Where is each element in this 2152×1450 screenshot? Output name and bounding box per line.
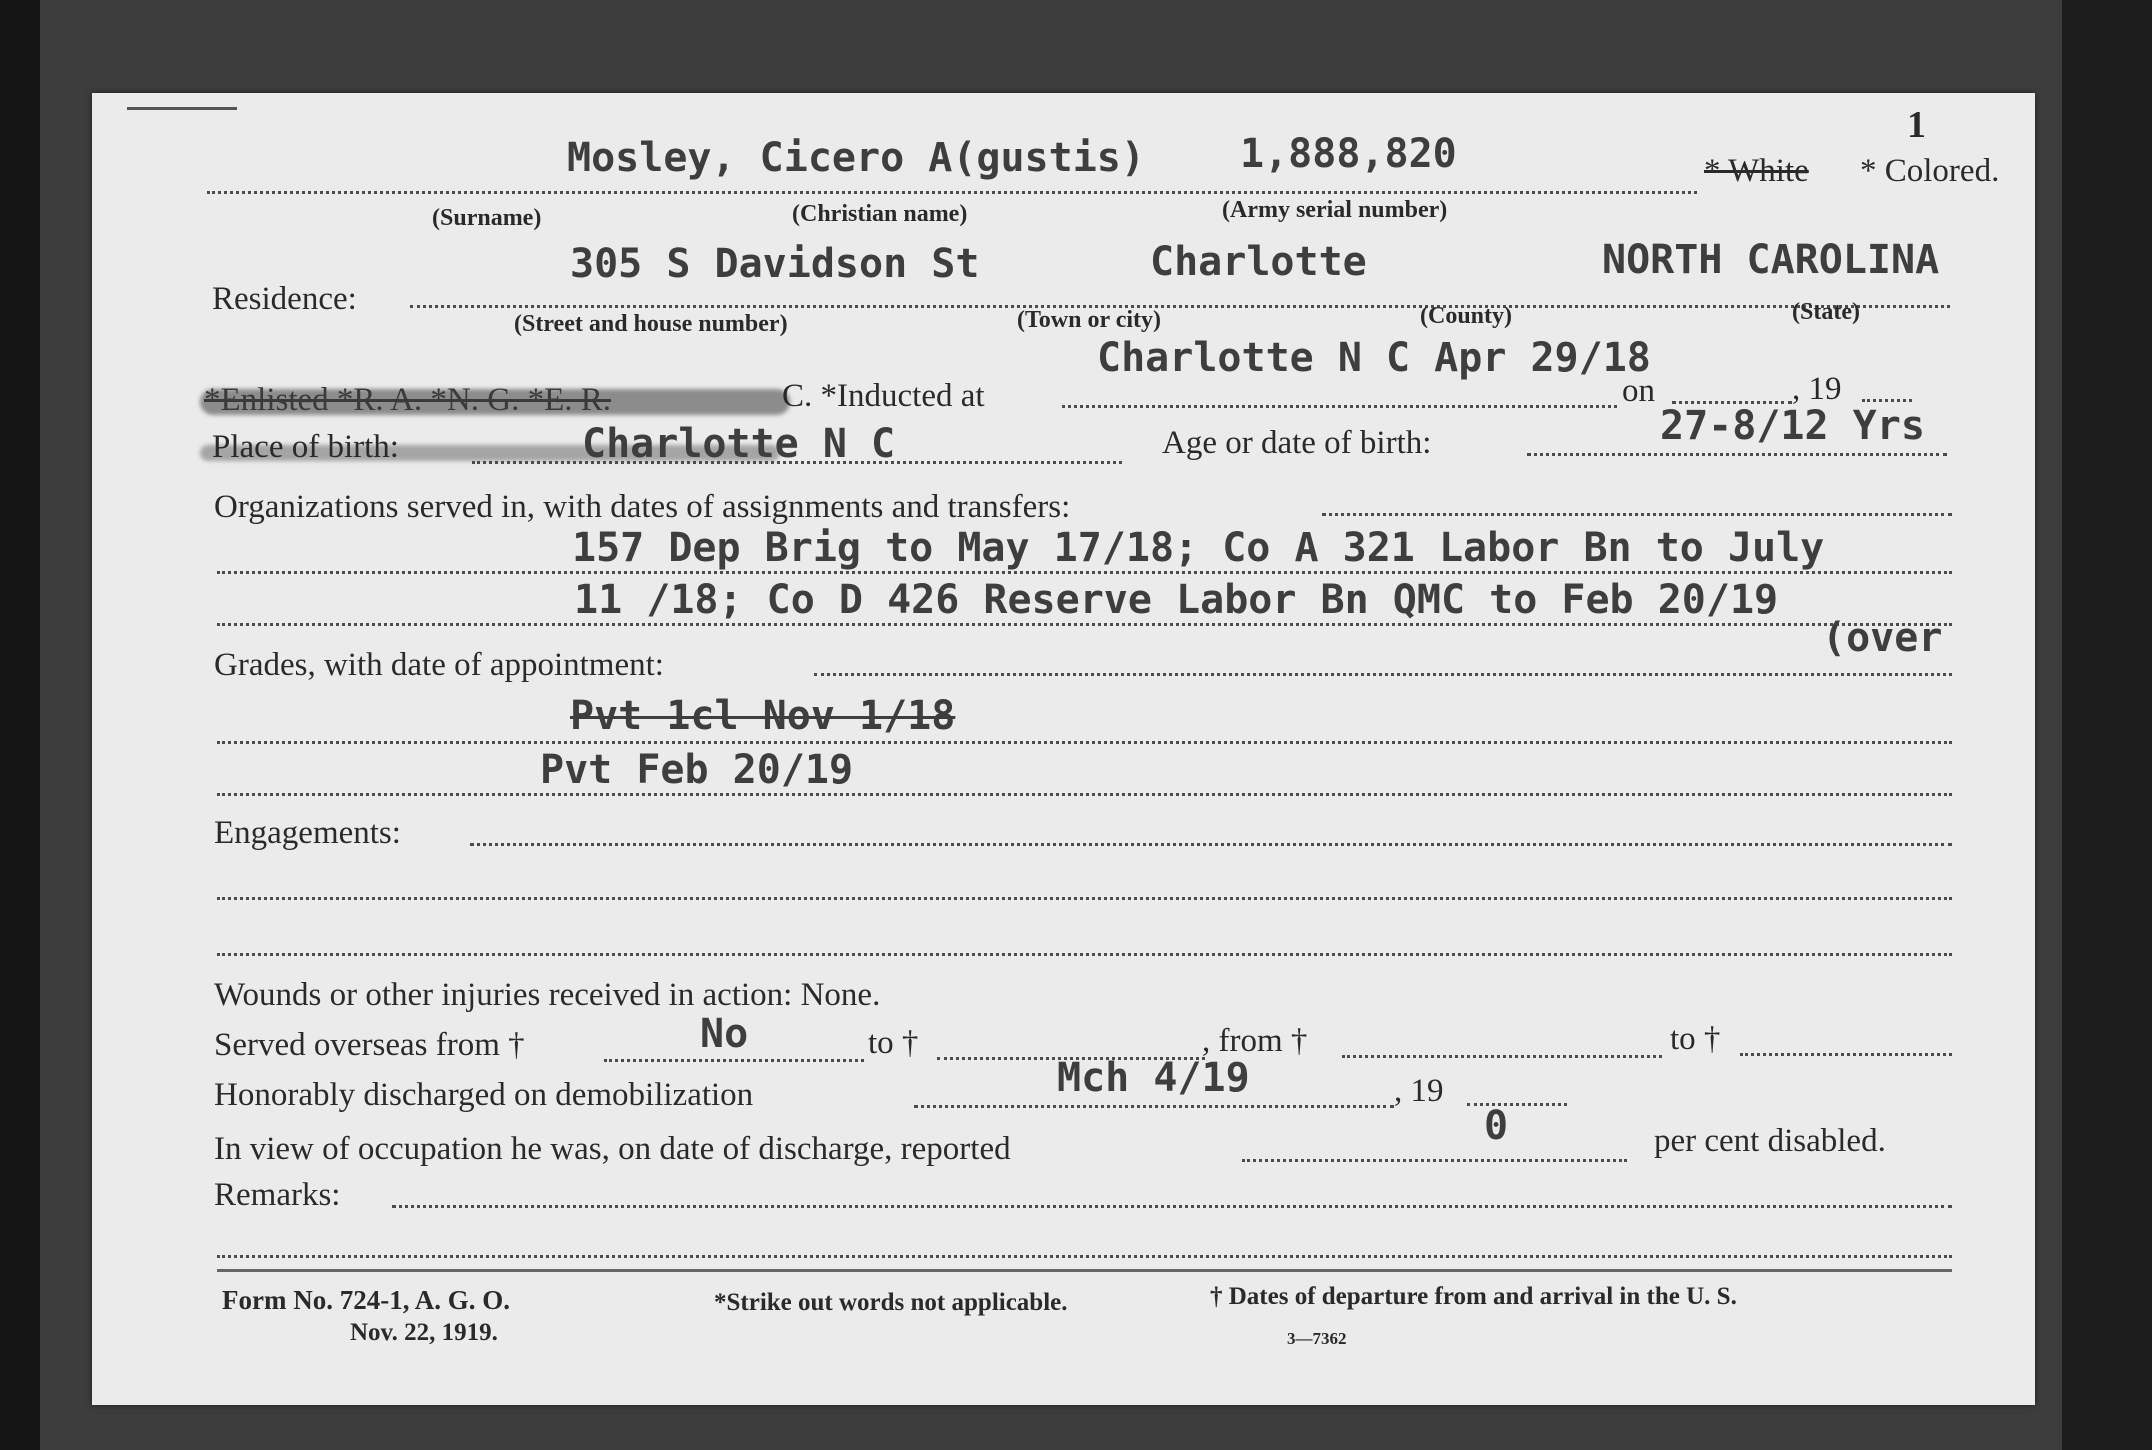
occupation-label: In view of occupation he was, on date of discharge, reported: [214, 1131, 1011, 1167]
inducted-typed: Charlotte N C Apr 29/18: [1097, 335, 1651, 381]
grades-line-1: [217, 741, 1952, 744]
birthplace-line: [472, 461, 1122, 464]
grades-label: Grades, with date of appointment:: [214, 647, 664, 683]
discharged-year-line: [1467, 1103, 1567, 1106]
enlisted-struck: *Enlisted *R. A. *N. G. *E. R.: [204, 382, 612, 418]
grade1-typed-struck: Pvt 1cl Nov 1/18: [570, 693, 956, 739]
grades-line-2: [217, 793, 1952, 796]
overseas-to2-label: to †: [1670, 1021, 1721, 1057]
dates-note: † Dates of departure from and arrival in the U. S.: [1210, 1283, 1737, 1310]
service-record-card: [92, 93, 2035, 1405]
label-surname: (Surname): [432, 205, 542, 231]
year-line: [1862, 399, 1912, 402]
street-typed: 305 S Davidson St: [570, 241, 980, 287]
discharged-year-label: , 19: [1394, 1073, 1444, 1109]
inducted-label: C. *Inducted at: [782, 378, 985, 414]
birthplace-typed: Charlotte N C: [582, 421, 896, 467]
race-colored: * Colored.: [1860, 153, 2000, 189]
birthplace-label: Place of birth:: [212, 429, 399, 465]
age-typed: 27-8/12 Yrs: [1660, 403, 1925, 449]
engagements-line-1: [217, 897, 1952, 900]
residence-line: [410, 305, 1950, 308]
organizations-line-2: [217, 623, 1952, 626]
disabled-line: [1242, 1159, 1627, 1162]
state-typed: NORTH CAROLINA: [1602, 237, 1940, 283]
inducted-line: [1062, 405, 1617, 408]
label-town: (Town or city): [1017, 307, 1161, 333]
serial-typed: 1,888,820: [1240, 131, 1457, 177]
name-line: [207, 191, 1697, 194]
overseas-label: Served overseas from †: [214, 1027, 525, 1063]
scan-border-right: [2062, 0, 2152, 1450]
print-code: 3—7362: [1287, 1329, 1347, 1348]
scan-border-left: [0, 0, 40, 1450]
disabled-label: per cent disabled.: [1654, 1123, 1886, 1159]
organizations-line-0: [1322, 513, 1952, 516]
wounds-label: Wounds or other injuries received in action: None.: [214, 977, 881, 1013]
label-county: (County): [1420, 303, 1513, 329]
discharged-line: [914, 1105, 1394, 1108]
label-street: (Street and house number): [514, 311, 788, 337]
discharged-typed: Mch 4/19: [1057, 1055, 1250, 1101]
organizations-line2-typed: 11 /18; Co D 426 Reserve Labor Bn QMC to Feb 20/19: [574, 577, 1779, 623]
overseas-typed: No: [700, 1011, 749, 1057]
top-rule: [127, 107, 237, 110]
name-typed: Mosley, Cicero A(gustis): [567, 135, 1145, 181]
town-typed: Charlotte: [1150, 239, 1367, 285]
race-white-struck: * White: [1704, 153, 1809, 189]
organizations-label: Organizations served in, with dates of assignments and transfers:: [214, 489, 1071, 525]
grade2-typed: Pvt Feb 20/19: [540, 747, 854, 793]
organizations-over: (over: [1822, 615, 1943, 661]
remarks-label: Remarks:: [214, 1177, 341, 1213]
form-date: Nov. 22, 1919.: [350, 1319, 498, 1346]
label-christian-name: (Christian name): [792, 201, 968, 227]
label-state: (State): [1792, 299, 1860, 325]
engagements-label: Engagements:: [214, 815, 401, 851]
overseas-to-label: to †: [868, 1025, 919, 1061]
discharged-label: Honorably discharged on demobilization: [214, 1077, 754, 1113]
page-number: 1: [1907, 104, 1926, 146]
overseas-from-label: , from †: [1202, 1023, 1308, 1059]
age-label: Age or date of birth:: [1162, 425, 1432, 461]
grades-line-0: [814, 673, 1952, 676]
engagements-line-0: [470, 843, 1952, 846]
remarks-line-0: [392, 1205, 1952, 1208]
overseas-from2-line: [1342, 1055, 1662, 1058]
engagements-line-2: [217, 953, 1952, 956]
overseas-from-line: [604, 1059, 864, 1062]
on-label: on: [1622, 373, 1655, 409]
strike-note: *Strike out words not applicable.: [714, 1289, 1068, 1316]
residence-label: Residence:: [212, 281, 357, 317]
organizations-line1-typed: 157 Dep Brig to May 17/18; Co A 321 Labor Bn to July: [572, 525, 1825, 571]
footer-rule: [217, 1269, 1952, 1272]
disabled-typed: 0: [1484, 1103, 1509, 1149]
year-label: , 19: [1792, 371, 1842, 407]
age-line: [1527, 453, 1947, 456]
overseas-to2-line: [1740, 1053, 1952, 1056]
remarks-line-1: [217, 1255, 1952, 1258]
form-number: Form No. 724-1, A. G. O.: [222, 1285, 510, 1315]
organizations-line-1: [217, 571, 1952, 574]
label-army-serial: (Army serial number): [1222, 197, 1448, 223]
